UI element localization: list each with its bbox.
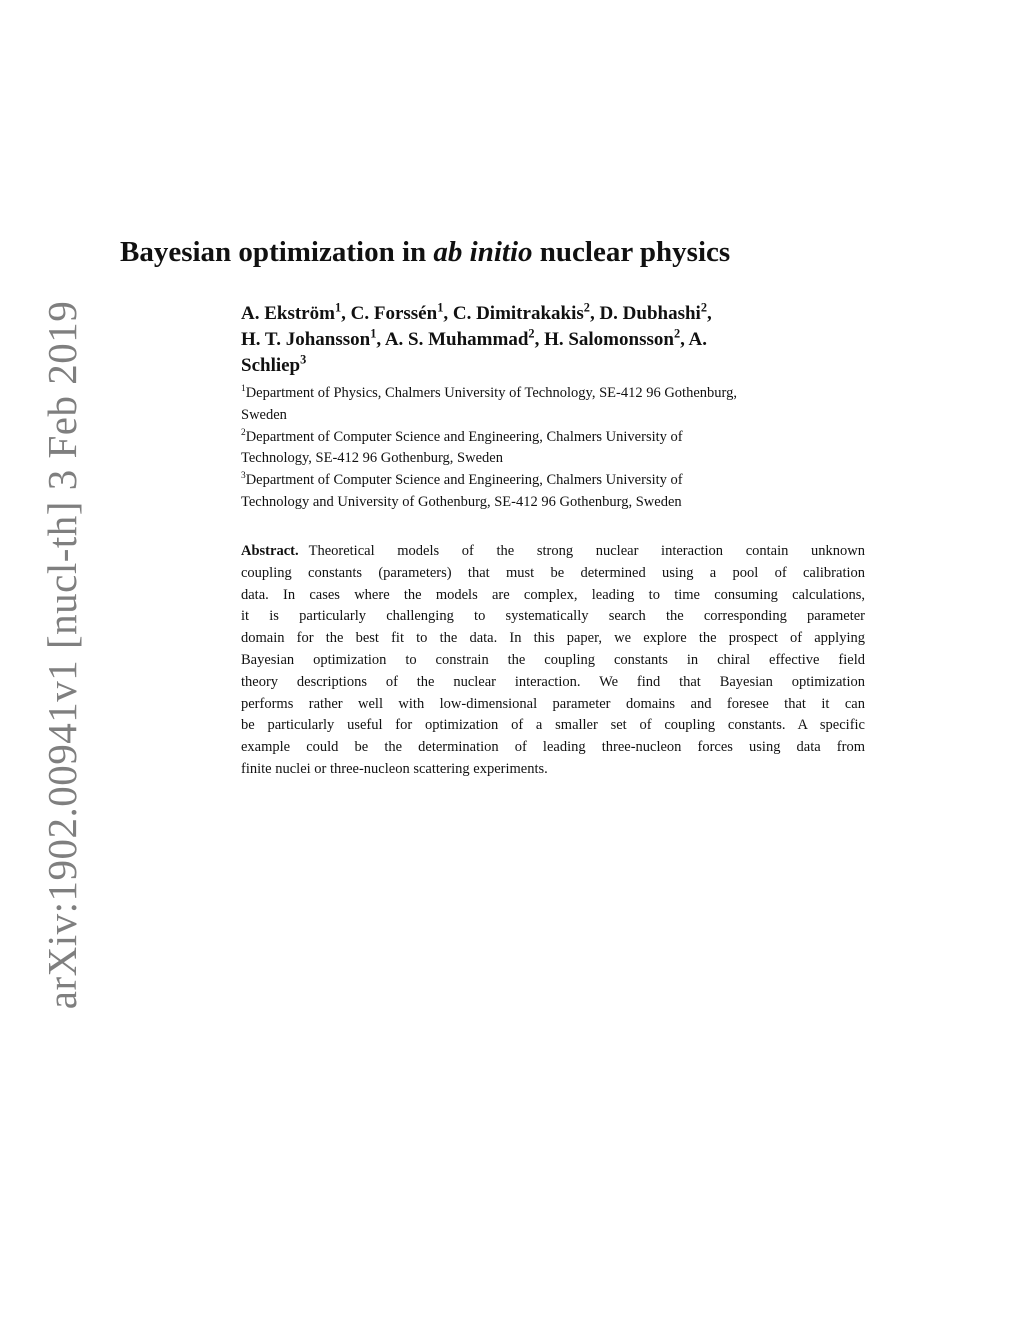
- title-part-1: Bayesian optimization in: [120, 236, 434, 268]
- affiliation-number: 2: [241, 427, 246, 438]
- author-separator: , A.: [680, 329, 708, 350]
- author-name: H. Salomonsson: [544, 329, 674, 350]
- author-affiliation-mark: 2: [700, 300, 707, 315]
- author-separator: ,: [443, 303, 453, 324]
- paper-title: [120, 236, 920, 269]
- abstract-line: performs rather well with low-dimensional parameter domains and foresee that it can: [241, 695, 865, 712]
- author-affiliation-mark: 1: [370, 326, 377, 341]
- author-separator: ,: [534, 329, 545, 350]
- abstract-label: Abstract.: [241, 543, 299, 559]
- author-separator: ,: [341, 303, 351, 324]
- abstract-line: example could be the determination of leading three-nucleon forces using data from: [241, 739, 865, 756]
- abstract-line: data. In cases where the models are complex, leading to time consuming calculations,: [241, 586, 865, 603]
- abstract-line: Bayesian optimization to constrain the coupling constants in chiral effective field: [241, 651, 865, 668]
- affiliation-3-cont: Technology and University of Gothenburg, SE-412 96 Gothenburg, Sweden: [241, 493, 682, 510]
- affiliation-number: 1: [241, 384, 246, 395]
- abstract-line: finite nuclei or three-nucleon scattering experiments.: [241, 760, 548, 777]
- affiliation-list: [241, 383, 871, 514]
- affiliation-number: 3: [241, 471, 246, 482]
- author-list: [241, 301, 881, 379]
- author-affiliation-mark: 2: [673, 326, 681, 341]
- affiliation-text: Department of Computer Science and Engineering, Chalmers University of: [245, 472, 683, 489]
- author-line-2: [241, 327, 881, 353]
- abstract-line: domain for the best fit to the data. In this paper, we explore the prospect of applying: [241, 630, 865, 647]
- abstract-line-1: [241, 541, 865, 563]
- author-name: H. T. Johansson: [241, 329, 371, 350]
- title-italic: ab initio: [433, 236, 533, 268]
- author-separator: ,: [707, 303, 712, 324]
- title-part-2: nuclear physics: [532, 236, 731, 268]
- author-affiliation-mark: 2: [528, 326, 535, 341]
- author-affiliation-mark: 1: [437, 300, 444, 315]
- abstract-line: coupling constants (parameters) that must be determined using a pool of calibration: [241, 564, 865, 581]
- author-line-3: [241, 353, 881, 379]
- author-name: A. S. Muhammad: [384, 329, 529, 350]
- abstract-line: theory descriptions of the nuclear interaction. We find that Bayesian optimization: [241, 673, 865, 690]
- author-separator: ,: [376, 329, 385, 350]
- affiliation-text: Department of Physics, Chalmers University of Technology, SE-412 96 Gothenburg,: [245, 385, 737, 401]
- author-name: D. Dubhashi: [599, 303, 701, 324]
- affiliation-2-cont: Technology, SE-412 96 Gothenburg, Sweden: [241, 450, 503, 467]
- affiliation-2: [241, 427, 871, 449]
- affiliation-3: [241, 470, 871, 492]
- author-affiliation-mark: 1: [334, 300, 342, 315]
- affiliation-1-cont: Sweden: [241, 406, 287, 423]
- abstract: [241, 541, 865, 781]
- author-affiliation-mark: 2: [583, 300, 590, 315]
- arxiv-identifier: arXiv:1902.00941v1 [nucl-th] 3 Feb 2019: [39, 300, 85, 1010]
- abstract-line: it is particularly challenging to systematically search the corresponding parameter: [241, 608, 865, 625]
- author-name: Schliep: [241, 355, 301, 376]
- author-name: C. Dimitrakakis: [452, 303, 584, 324]
- abstract-line: be particularly useful for optimization of a smaller set of coupling constants. A specific: [241, 717, 865, 734]
- author-separator: ,: [589, 303, 600, 324]
- author-affiliation-mark: 3: [300, 352, 307, 367]
- affiliation-1: [241, 383, 871, 405]
- affiliation-text: Department of Computer Science and Engineering, Chalmers University of: [245, 428, 683, 445]
- author-name: A. Ekström: [241, 303, 335, 324]
- author-name: C. Forssén: [350, 303, 438, 324]
- author-line-1: [241, 301, 881, 327]
- abstract-text: Theoretical models of the strong nuclear interaction contain unknown: [308, 543, 865, 559]
